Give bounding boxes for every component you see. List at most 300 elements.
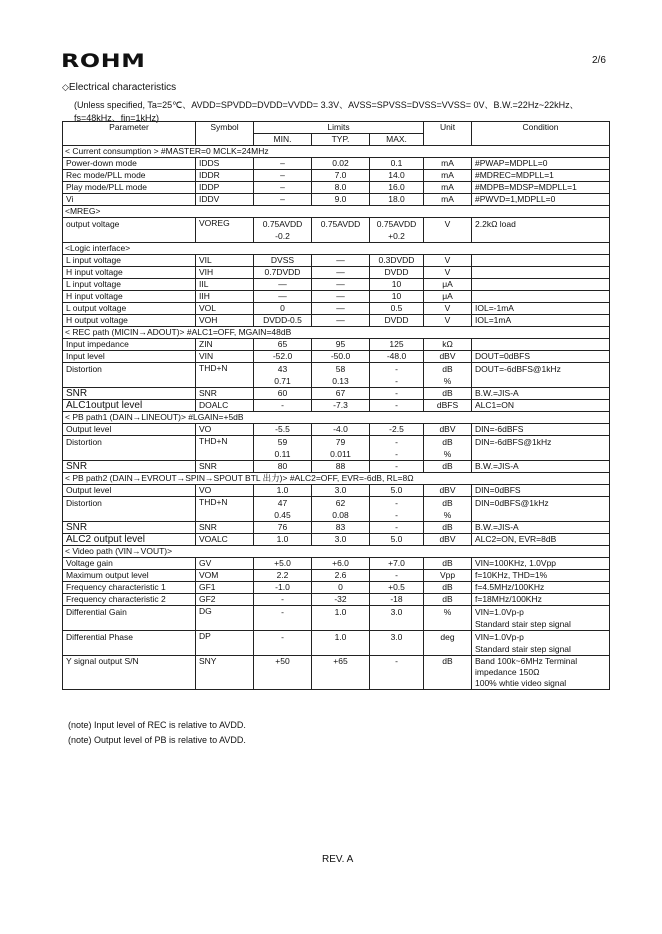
parameter-cell: Power-down mode — [63, 158, 196, 170]
max-cell-line: - — [395, 498, 398, 508]
min-cell — [254, 363, 312, 388]
typ-cell: -7.3 — [312, 400, 370, 412]
condition-cell: DIN=0dBFS — [472, 485, 610, 497]
min-cell-line: 59 — [277, 437, 288, 447]
typ-cell-line — [315, 678, 366, 689]
unit-cell: V — [424, 315, 472, 327]
condition-cell-line: VIN=1.0Vp-p — [475, 632, 524, 642]
typ-cell — [312, 631, 370, 656]
typ-cell: +6.0 — [312, 558, 370, 570]
condition-cell-line: DOUT=-6dBFS@1kHz — [475, 364, 561, 374]
table-row — [63, 363, 610, 388]
parameter-cell-line — [66, 509, 192, 521]
max-cell-line: 0.75AVDD — [376, 219, 417, 229]
unit-cell: kΩ — [424, 339, 472, 351]
parameter-cell: H input voltage — [63, 267, 196, 279]
min-cell-line: 0.45 — [274, 510, 291, 520]
max-cell — [370, 218, 424, 243]
note-rec: (note) Input level of REC is relative to AVDD. — [68, 720, 246, 730]
header-limits: Limits — [254, 122, 424, 134]
min-cell-line — [257, 643, 308, 655]
unit-cell-line — [427, 230, 468, 242]
parameter-cell — [63, 436, 196, 461]
section-header-row — [63, 206, 610, 218]
max-cell — [370, 606, 424, 631]
header-typ: TYP. — [312, 134, 370, 146]
max-cell — [370, 436, 424, 461]
unit-cell-line: V — [444, 219, 451, 229]
parameter-cell — [63, 363, 196, 388]
typ-cell-line: 0.75AVDD — [320, 219, 361, 229]
parameter-cell: SNR — [63, 461, 196, 473]
min-cell: - — [254, 594, 312, 606]
max-cell: - — [370, 522, 424, 534]
table-row — [63, 534, 610, 546]
unit-cell-line: deg — [440, 632, 455, 642]
max-cell: - — [370, 388, 424, 400]
parameter-cell-line — [66, 230, 192, 242]
max-cell: -2.5 — [370, 424, 424, 436]
max-cell: +7.0 — [370, 558, 424, 570]
min-cell-line: 0.71 — [274, 376, 291, 386]
typ-cell: 8.0 — [312, 182, 370, 194]
section-header-row — [63, 146, 610, 158]
table-row — [63, 218, 610, 243]
header-symbol: Symbol — [196, 122, 254, 146]
min-cell: — — [254, 279, 312, 291]
parameter-cell-line — [66, 375, 192, 387]
symbol-cell: VOL — [196, 303, 254, 315]
symbol-cell: VIH — [196, 267, 254, 279]
table-row — [63, 522, 610, 534]
min-cell — [254, 656, 312, 690]
table-row — [63, 497, 610, 522]
table-row — [63, 594, 610, 606]
condition-cell: VIN=100KHz, 1.0Vpp — [472, 558, 610, 570]
max-cell — [370, 497, 424, 522]
typ-cell-line: +65 — [333, 656, 348, 666]
max-cell: - — [370, 461, 424, 473]
max-cell-line — [373, 643, 420, 655]
unit-cell: mA — [424, 182, 472, 194]
symbol-cell: IIL — [196, 279, 254, 291]
max-cell-line: - — [395, 510, 398, 520]
max-cell: 0.1 — [370, 158, 424, 170]
parameter-cell — [63, 218, 196, 243]
section-header-row — [63, 412, 610, 424]
min-cell-line: 47 — [277, 498, 288, 508]
symbol-cell: IDDS — [196, 158, 254, 170]
min-cell-line: 0.75AVDD — [262, 219, 303, 229]
typ-cell — [312, 656, 370, 690]
max-cell: 125 — [370, 339, 424, 351]
rohm-logo: ROHM — [61, 50, 146, 72]
unit-cell-line: % — [443, 607, 452, 617]
max-cell — [370, 363, 424, 388]
unit-cell: V — [424, 267, 472, 279]
table-row — [63, 631, 610, 656]
max-cell-line: 3.0 — [390, 632, 403, 642]
typ-cell: 67 — [312, 388, 370, 400]
max-cell-line: - — [395, 449, 398, 459]
condition-cell: f=18MHz/100KHz — [472, 594, 610, 606]
table-row — [63, 303, 610, 315]
unit-cell — [424, 436, 472, 461]
table-row — [63, 582, 610, 594]
table-row — [63, 351, 610, 363]
table-row — [63, 170, 610, 182]
min-cell: 60 — [254, 388, 312, 400]
typ-cell: — — [312, 279, 370, 291]
unit-cell-line: % — [443, 376, 452, 386]
parameter-cell — [63, 656, 196, 690]
min-cell: -5.5 — [254, 424, 312, 436]
symbol-cell: VOH — [196, 315, 254, 327]
min-cell: +5.0 — [254, 558, 312, 570]
min-cell: — — [254, 291, 312, 303]
condition-cell: ALC2=ON, EVR=8dB — [472, 534, 610, 546]
parameter-cell: ALC2 output level — [63, 534, 196, 546]
condition-cell: IOL=-1mA — [472, 303, 610, 315]
condition-cell: B.W.=JIS-A — [472, 461, 610, 473]
section-title: < REC path (MICIN→ADOUT)> #ALC1=OFF, MGAIN=48dB — [63, 327, 610, 339]
typ-cell: 95 — [312, 339, 370, 351]
symbol-cell: SNR — [196, 461, 254, 473]
section-title-text: Electrical characteristics — [68, 82, 177, 93]
symbol-cell: THD+N — [196, 363, 254, 388]
parameter-cell-line: Distortion — [66, 498, 102, 508]
unit-cell: V — [424, 255, 472, 267]
typ-cell: 2.6 — [312, 570, 370, 582]
section-title: <MREG> — [63, 206, 610, 218]
table-row — [63, 656, 610, 690]
symbol-cell: VOALC — [196, 534, 254, 546]
symbol-cell: VO — [196, 485, 254, 497]
symbol-cell: VOREG — [196, 218, 254, 243]
symbol-cell: DP — [196, 631, 254, 656]
symbol-cell: SNR — [196, 522, 254, 534]
unit-cell — [424, 606, 472, 631]
unit-cell-line — [427, 618, 468, 630]
condition-cell-line: VIN=1.0Vp-p — [475, 607, 524, 617]
symbol-cell: ZIN — [196, 339, 254, 351]
condition-cell-line — [475, 448, 606, 460]
parameter-cell-line — [66, 618, 192, 630]
condition-cell: B.W.=JIS-A — [472, 388, 610, 400]
min-cell — [254, 436, 312, 461]
condition-cell-line — [475, 375, 606, 387]
header-unit: Unit — [424, 122, 472, 146]
min-cell: 1.0 — [254, 485, 312, 497]
table-row — [63, 182, 610, 194]
table-row — [63, 485, 610, 497]
typ-cell-line: 58 — [335, 364, 346, 374]
min-cell: 76 — [254, 522, 312, 534]
condition-cell-line: 2.2kΩ load — [475, 219, 516, 229]
parameter-cell: Input impedance — [63, 339, 196, 351]
page-number: 2/6 — [592, 55, 606, 66]
revision-label: REV. A — [322, 854, 354, 865]
max-cell-line: - — [395, 656, 398, 666]
typ-cell-line: 1.0 — [334, 632, 347, 642]
condition-cell — [472, 267, 610, 279]
parameter-cell: H output voltage — [63, 315, 196, 327]
max-cell-line: +0.2 — [388, 231, 405, 241]
table-row — [63, 606, 610, 631]
max-cell: 5.0 — [370, 485, 424, 497]
max-cell — [370, 631, 424, 656]
parameter-cell-line — [66, 448, 192, 460]
max-cell-line: - — [395, 437, 398, 447]
min-cell: -1.0 — [254, 582, 312, 594]
max-cell: DVDD — [370, 315, 424, 327]
parameter-cell: L input voltage — [63, 255, 196, 267]
typ-cell: 9.0 — [312, 194, 370, 206]
unit-cell-line — [427, 667, 468, 678]
symbol-cell: THD+N — [196, 436, 254, 461]
section-header-row — [63, 473, 610, 485]
max-cell-line: - — [395, 364, 398, 374]
typ-cell-line: 0.011 — [330, 449, 351, 459]
parameter-cell-line: Distortion — [66, 437, 102, 447]
symbol-cell: SNR — [196, 388, 254, 400]
min-cell: 80 — [254, 461, 312, 473]
min-cell: DVDD-0.5 — [254, 315, 312, 327]
section-title: <Logic interface> — [63, 243, 610, 255]
note-pb: (note) Output level of PB is relative to AVDD. — [68, 735, 246, 745]
symbol-cell: GF1 — [196, 582, 254, 594]
condition-cell-line: Standard stair step signal — [475, 619, 571, 629]
table-row — [63, 279, 610, 291]
condition-cell: #MDREC=MDPLL=1 — [472, 170, 610, 182]
typ-cell-line — [315, 230, 366, 242]
symbol-cell: VIN — [196, 351, 254, 363]
typ-cell: 3.0 — [312, 485, 370, 497]
parameter-cell-line: Y signal output S/N — [66, 656, 139, 666]
condition-cell — [472, 255, 610, 267]
min-cell: 1.0 — [254, 534, 312, 546]
parameter-cell: SNR — [63, 388, 196, 400]
unit-cell-line: dB — [442, 364, 453, 374]
header-min: MIN. — [254, 134, 312, 146]
min-cell: 0 — [254, 303, 312, 315]
unit-cell — [424, 497, 472, 522]
condition-cell: #PWAP=MDPLL=0 — [472, 158, 610, 170]
condition-cell — [472, 606, 610, 631]
max-cell: -48.0 — [370, 351, 424, 363]
typ-cell-line — [315, 643, 366, 655]
unit-cell-line — [427, 678, 468, 689]
max-cell-line: - — [395, 376, 398, 386]
section-title: < PB path2 (DAIN→EVROUT→SPIN→SPOUT BTL 出力)> #ALC2=OFF, EVR=-6dB, RL=8Ω — [63, 473, 610, 485]
min-cell-line: - — [281, 632, 284, 642]
min-cell: – — [254, 158, 312, 170]
symbol-cell: GV — [196, 558, 254, 570]
unit-cell-line: dB — [442, 498, 453, 508]
max-cell: 0.5 — [370, 303, 424, 315]
parameter-cell — [63, 631, 196, 656]
unit-cell: dB — [424, 582, 472, 594]
diamond-icon: ◇ — [62, 82, 69, 92]
parameter-cell: Input level — [63, 351, 196, 363]
condition-cell — [472, 279, 610, 291]
typ-cell: -32 — [312, 594, 370, 606]
section-title: < PB path1 (DAIN→LINEOUT)> #LGAIN=+5dB — [63, 412, 610, 424]
max-cell: - — [370, 570, 424, 582]
parameter-cell: ALC1output level — [63, 400, 196, 412]
parameter-cell-line — [66, 678, 192, 689]
symbol-cell: GF2 — [196, 594, 254, 606]
condition-cell — [472, 656, 610, 690]
min-cell — [254, 606, 312, 631]
unit-cell: Vpp — [424, 570, 472, 582]
max-cell: +0.5 — [370, 582, 424, 594]
header-max: MAX. — [370, 134, 424, 146]
table-row — [63, 558, 610, 570]
unit-cell: dB — [424, 461, 472, 473]
table-row — [63, 461, 610, 473]
parameter-cell: Output level — [63, 485, 196, 497]
condition-cell: ALC1=ON — [472, 400, 610, 412]
parameter-cell: H input voltage — [63, 291, 196, 303]
unit-cell: mA — [424, 158, 472, 170]
parameter-cell: Frequency characteristic 1 — [63, 582, 196, 594]
symbol-cell: DOALC — [196, 400, 254, 412]
table-row — [63, 388, 610, 400]
max-cell-line — [373, 678, 420, 689]
typ-cell-line — [315, 667, 366, 678]
table-row — [63, 400, 610, 412]
condition-cell — [472, 339, 610, 351]
symbol-cell: IDDV — [196, 194, 254, 206]
max-cell: 10 — [370, 291, 424, 303]
max-cell: 18.0 — [370, 194, 424, 206]
typ-cell-line — [315, 618, 366, 630]
unit-cell: dB — [424, 522, 472, 534]
header-parameter: Parameter — [63, 122, 196, 146]
condition-cell-line: Band 100k~6MHz Terminal — [475, 656, 578, 666]
max-cell-line — [373, 618, 420, 630]
unit-cell-line: dB — [442, 656, 453, 666]
min-cell — [254, 631, 312, 656]
condition-cell — [472, 291, 610, 303]
parameter-cell-line — [66, 643, 192, 655]
max-cell — [370, 656, 424, 690]
condition-cell — [472, 497, 610, 522]
typ-cell-line: 62 — [335, 498, 346, 508]
parameter-cell-line: output voltage — [66, 219, 120, 229]
typ-cell: 0 — [312, 582, 370, 594]
unit-cell-line: % — [443, 449, 452, 459]
table-row — [63, 194, 610, 206]
parameter-cell: Vi — [63, 194, 196, 206]
section-header-row — [63, 243, 610, 255]
symbol-cell: VIL — [196, 255, 254, 267]
table-row — [63, 255, 610, 267]
symbol-cell: DG — [196, 606, 254, 631]
header-condition: Condition — [472, 122, 610, 146]
max-cell: 5.0 — [370, 534, 424, 546]
unit-cell: mA — [424, 170, 472, 182]
section-header-row — [63, 546, 610, 558]
typ-cell — [312, 436, 370, 461]
max-cell: -18 — [370, 594, 424, 606]
electrical-characteristics-table — [62, 121, 610, 690]
condition-cell-line: Standard stair step signal — [475, 644, 571, 654]
parameter-cell: Maximum output level — [63, 570, 196, 582]
min-cell: – — [254, 170, 312, 182]
symbol-cell: VOM — [196, 570, 254, 582]
typ-cell: -4.0 — [312, 424, 370, 436]
parameter-cell-line: Differential Gain — [66, 607, 127, 617]
parameter-cell: L output voltage — [63, 303, 196, 315]
conditions-line-2: fs=48kHz、fin=1kHz) — [74, 113, 160, 123]
unit-cell: μA — [424, 279, 472, 291]
condition-cell — [472, 631, 610, 656]
parameter-cell: Play mode/PLL mode — [63, 182, 196, 194]
unit-cell: dBV — [424, 424, 472, 436]
table-header-row — [63, 122, 610, 134]
parameter-cell: Rec mode/PLL mode — [63, 170, 196, 182]
typ-cell: — — [312, 255, 370, 267]
table-row — [63, 570, 610, 582]
condition-cell-line — [475, 230, 606, 242]
max-cell-line — [373, 667, 420, 678]
typ-cell: 88 — [312, 461, 370, 473]
table-row — [63, 315, 610, 327]
max-cell: 10 — [370, 279, 424, 291]
typ-cell — [312, 606, 370, 631]
condition-cell: #MDPB=MDSP=MDPLL=1 — [472, 182, 610, 194]
parameter-cell-line: Differential Phase — [66, 632, 133, 642]
typ-cell-line: 0.08 — [332, 510, 349, 520]
unit-cell — [424, 656, 472, 690]
table-row — [63, 424, 610, 436]
max-cell: - — [370, 400, 424, 412]
unit-cell: dB — [424, 594, 472, 606]
unit-cell: dBFS — [424, 400, 472, 412]
typ-cell — [312, 218, 370, 243]
min-cell: – — [254, 182, 312, 194]
parameter-cell — [63, 497, 196, 522]
parameter-cell — [63, 606, 196, 631]
min-cell: – — [254, 194, 312, 206]
min-cell-line — [257, 618, 308, 630]
parameter-cell: Voltage gain — [63, 558, 196, 570]
typ-cell: — — [312, 315, 370, 327]
min-cell-line — [257, 678, 308, 689]
min-cell — [254, 218, 312, 243]
condition-cell — [472, 218, 610, 243]
condition-cell: #PWVD=1,MDPLL=0 — [472, 194, 610, 206]
parameter-cell: Output level — [63, 424, 196, 436]
condition-cell: IOL=1mA — [472, 315, 610, 327]
typ-cell: — — [312, 291, 370, 303]
min-cell-line: +50 — [275, 656, 290, 666]
section-title: < Current consumption > #MASTER=0 MCLK=24MHz — [63, 146, 610, 158]
table-row — [63, 291, 610, 303]
unit-cell — [424, 218, 472, 243]
condition-cell-line — [475, 509, 606, 521]
table-row — [63, 436, 610, 461]
condition-cell-line: 100% whtie video signal — [475, 678, 567, 688]
typ-cell: — — [312, 267, 370, 279]
unit-cell: V — [424, 303, 472, 315]
unit-cell-line: % — [443, 510, 452, 520]
unit-cell: dBV — [424, 485, 472, 497]
unit-cell: dB — [424, 388, 472, 400]
typ-cell: 0.02 — [312, 158, 370, 170]
